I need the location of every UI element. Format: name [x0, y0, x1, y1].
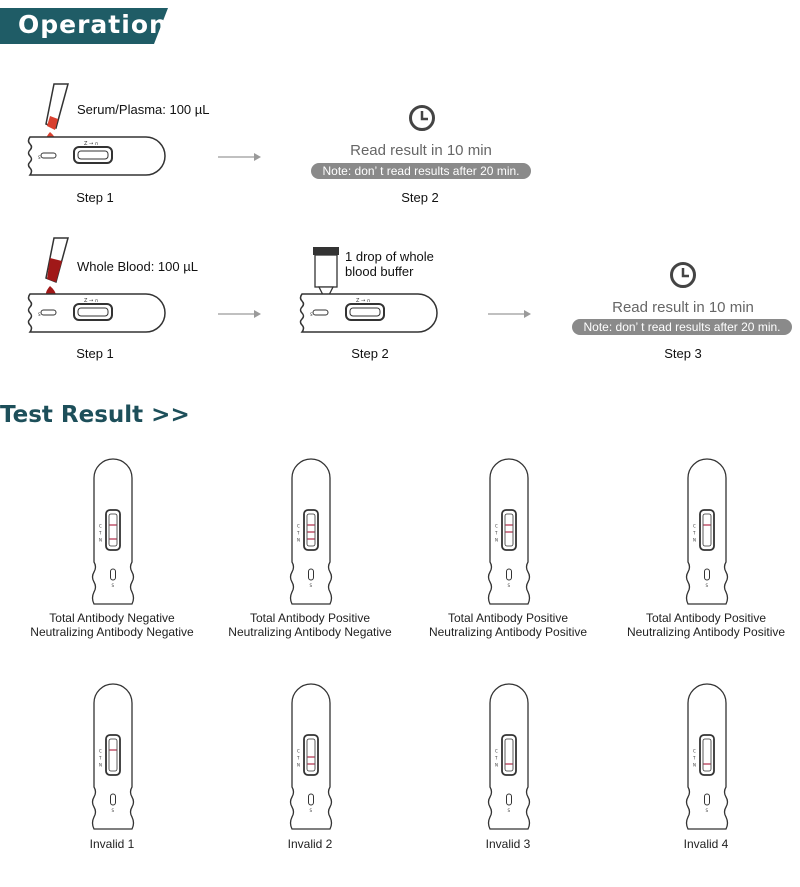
marker-s: S — [309, 583, 313, 588]
marker-n: N — [297, 762, 300, 768]
marker-t: T — [297, 530, 300, 536]
marker-c: C — [99, 523, 102, 529]
result-caption-line2: Neutralizing Antibody Positive — [626, 625, 786, 639]
svg-text:Z → ∩: Z → ∩ — [84, 141, 99, 147]
svg-text:Z → ∩: Z → ∩ — [356, 298, 371, 304]
result-caption — [210, 611, 410, 639]
marker-t: T — [495, 530, 498, 536]
marker-n: N — [99, 537, 102, 543]
marker-c: C — [297, 523, 300, 529]
buffer-label — [345, 249, 434, 279]
arrow-icon — [218, 152, 262, 162]
marker-t: T — [495, 755, 498, 761]
serum-plasma-label: Serum/Plasma: 100 µL — [77, 102, 210, 117]
clock-icon — [408, 104, 436, 132]
row1-step2-caption: Step 2 — [401, 190, 439, 205]
marker-s: S — [705, 808, 709, 813]
marker-s: S — [111, 583, 115, 588]
invalid-cassette — [92, 683, 134, 831]
marker-s: S — [507, 583, 511, 588]
result-caption-line1: Total Antibody Negative — [49, 611, 175, 625]
marker-n: N — [99, 762, 102, 768]
result-caption-line2: Neutralizing Antibody Negative — [228, 625, 392, 639]
result-caption-line2: Neutralizing Antibody Negative — [30, 625, 194, 639]
result-cassette — [92, 458, 134, 606]
marker-c: C — [495, 748, 498, 754]
marker-n: N — [693, 537, 696, 543]
invalid-caption: Invalid 3 — [485, 837, 531, 851]
result-cassette — [488, 458, 530, 606]
row1-step1-caption: Step 1 — [76, 190, 114, 205]
invalid-caption: Invalid 4 — [683, 837, 729, 851]
result-caption-line2: Neutralizing Antibody Positive — [428, 625, 588, 639]
row2-step3-caption: Step 3 — [664, 346, 702, 361]
svg-text:S: S — [310, 312, 313, 317]
cassette-horizontal — [298, 292, 443, 334]
svg-text:S: S — [38, 312, 41, 317]
cassette-horizontal — [26, 292, 171, 334]
marker-t: T — [693, 530, 696, 536]
whole-blood-label: Whole Blood: 100 µL — [77, 259, 198, 274]
invalid-caption: Invalid 1 — [89, 837, 135, 851]
marker-t: T — [693, 755, 696, 761]
marker-n: N — [495, 537, 498, 543]
marker-s: S — [705, 583, 709, 588]
marker-n: N — [297, 537, 300, 543]
buffer-label-line1: 1 drop of whole — [345, 249, 434, 264]
svg-text:S: S — [38, 155, 41, 160]
marker-t: T — [99, 530, 102, 536]
invalid-cassette — [686, 683, 728, 831]
row2-step1-caption: Step 1 — [76, 346, 114, 361]
cassette-horizontal — [26, 135, 171, 177]
row1-read-result: Read result in 10 min — [350, 142, 492, 159]
marker-c: C — [693, 523, 696, 529]
result-cassette — [686, 458, 728, 606]
marker-t: T — [297, 755, 300, 761]
marker-t: T — [99, 755, 102, 761]
marker-s: S — [507, 808, 511, 813]
row2-note-badge: Note: don’ t read results after 20 min. — [572, 319, 792, 335]
result-caption — [12, 611, 212, 639]
svg-text:Z → ∩: Z → ∩ — [84, 298, 99, 304]
invalid-cassette — [488, 683, 530, 831]
invalid-cassette — [290, 683, 332, 831]
clock-icon — [669, 261, 697, 289]
result-caption — [408, 611, 608, 639]
result-cassette — [290, 458, 332, 606]
marker-s: S — [309, 808, 313, 813]
arrow-icon — [488, 309, 532, 319]
marker-c: C — [99, 748, 102, 754]
result-caption — [606, 611, 800, 639]
marker-c: C — [495, 523, 498, 529]
row2-read-result: Read result in 10 min — [612, 299, 754, 316]
operation-title: Operation — [18, 10, 168, 39]
test-result-title: Test Result >> — [0, 402, 190, 428]
row1-note-badge: Note: don’ t read results after 20 min. — [311, 163, 531, 179]
arrow-icon — [218, 309, 262, 319]
marker-s: S — [111, 808, 115, 813]
result-caption-line1: Total Antibody Positive — [447, 611, 569, 625]
marker-c: C — [297, 748, 300, 754]
invalid-caption: Invalid 2 — [287, 837, 333, 851]
result-caption-line1: Total Antibody Positive — [645, 611, 767, 625]
result-caption-line1: Total Antibody Positive — [249, 611, 371, 625]
buffer-label-line2: blood buffer — [345, 264, 414, 279]
marker-n: N — [495, 762, 498, 768]
marker-c: C — [693, 748, 696, 754]
row2-step2-caption: Step 2 — [351, 346, 389, 361]
marker-n: N — [693, 762, 696, 768]
